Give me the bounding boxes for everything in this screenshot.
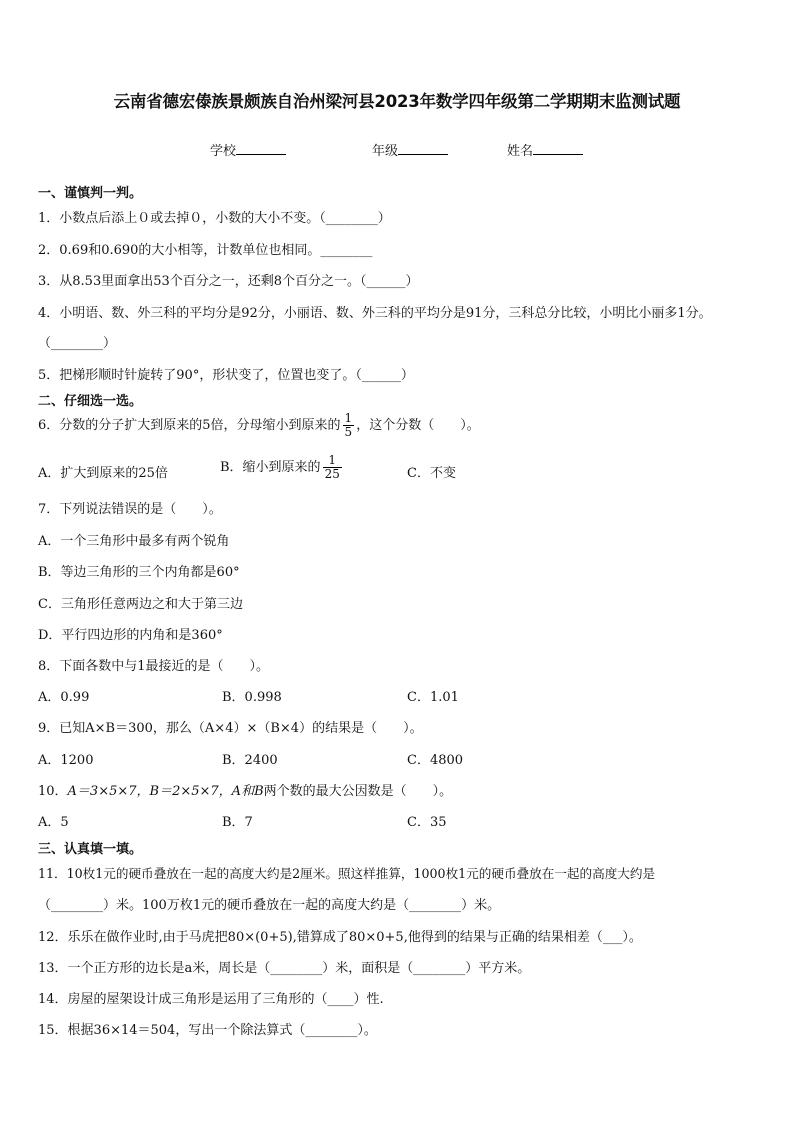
question-10-option-b[interactable]: B．7 xyxy=(222,815,253,830)
grade-label: 年级 xyxy=(372,144,399,159)
question-7-option-c[interactable]: C．三角形任意两边之和大于第三边 xyxy=(38,597,243,612)
section-3-heading: 三、认真填一填。 xyxy=(38,842,143,857)
question-10-option-a[interactable]: A．5 xyxy=(38,815,69,830)
question-15: 15．根据36×14＝504，写出一个除法算式（________）。 xyxy=(38,1023,377,1038)
exam-title: 云南省德宏傣族景颇族自治州梁河县2023年数学四年级第二学期期末监测试题 xyxy=(113,92,681,111)
school-field xyxy=(210,140,286,159)
name-label: 姓名 xyxy=(507,144,534,159)
question-1: 1．小数点后添上０或去掉０，小数的大小不变。（________） xyxy=(38,211,391,226)
name-blank[interactable] xyxy=(533,142,583,155)
question-8-option-a[interactable]: A．0.99 xyxy=(38,690,90,705)
section-1-heading: 一、谨慎判一判。 xyxy=(38,186,143,201)
question-8-option-b[interactable]: B．0.998 xyxy=(222,690,282,705)
question-7-option-a[interactable]: A．一个三角形中最多有两个锐角 xyxy=(38,534,230,549)
question-11: 11．10枚1元的硬币叠放在一起的高度大约是2厘米。照这样推算，1000枚1元的硬币叠放在一起的高度大约是 xyxy=(38,866,656,881)
question-13: 13．一个正方形的边长是a米，周长是（________）米，面积是（________）平方米。 xyxy=(38,961,531,976)
question-6 xyxy=(38,412,480,439)
fraction-numerator: 1 xyxy=(344,411,353,425)
option-b-text: B．缩小到原来的 xyxy=(220,460,321,476)
section-2-heading: 二、仔细选一选。 xyxy=(38,394,143,409)
school-label: 学校 xyxy=(210,144,237,159)
question-10-number: 10． xyxy=(38,784,68,799)
question-7: 7．下列说法错误的是（ ）。 xyxy=(38,502,222,517)
question-5: 5．把梯形顺时针旋转了90°，形状变了，位置也变了。（______） xyxy=(38,368,414,383)
question-10-option-c[interactable]: C．35 xyxy=(407,815,447,830)
question-7-option-b[interactable]: B．等边三角形的三个内角都是60° xyxy=(38,565,240,580)
question-12: 12．乐乐在做作业时,由于马虎把80×(0+5),错算成了80×0+5,他得到的结果与正确的结果相差（___）。 xyxy=(38,930,642,945)
question-10-expression: A＝3×5×7，B＝2×5×7，A和B xyxy=(67,784,264,799)
question-14: 14．房屋的屋架设计成三角形是运用了三角形的（____）性. xyxy=(38,992,384,1007)
question-2: 2．0.69和0.690的大小相等，计数单位也相同。________ xyxy=(38,243,373,258)
name-field xyxy=(507,140,583,159)
question-6-text: 6．分数的分子扩大到原来的5倍，分母缩小到原来的 xyxy=(38,418,341,434)
question-6-option-c[interactable]: C．不变 xyxy=(407,466,456,481)
question-6-tail: ，这个分数（ ）。 xyxy=(356,418,480,434)
question-9-option-b[interactable]: B．2400 xyxy=(222,753,278,768)
question-8-option-c[interactable]: C．1.01 xyxy=(407,690,459,705)
grade-field xyxy=(372,140,448,159)
school-blank[interactable] xyxy=(236,142,286,155)
fraction-numerator: 1 xyxy=(328,453,337,467)
fraction-one-twentyfifth xyxy=(323,454,342,481)
question-6-option-b[interactable] xyxy=(220,454,344,481)
fraction-one-fifth xyxy=(343,412,355,439)
grade-blank[interactable] xyxy=(398,142,448,155)
question-10 xyxy=(38,780,452,799)
question-4: 4．小明语、数、外三科的平均分是92分，小丽语、数、外三科的平均分是91分，三科总分比较，小明比小丽多1分。 xyxy=(38,306,712,321)
question-6-option-a[interactable]: A．扩大到原来的25倍 xyxy=(38,466,168,481)
fraction-denominator: 25 xyxy=(324,467,340,482)
question-11-cont: （________）米。100万枚1元的硬币叠放在一起的高度大约是（________）米。 xyxy=(38,898,501,913)
question-9-option-c[interactable]: C．4800 xyxy=(407,753,464,768)
fraction-denominator: 5 xyxy=(344,425,353,440)
question-7-option-d[interactable]: D．平行四边形的内角和是360° xyxy=(38,628,223,643)
question-3: 3．从8.53里面拿出53个百分之一，还剩8个百分之一。（______） xyxy=(38,274,419,289)
question-10-text: 两个数的最大公因数是（ ）。 xyxy=(263,784,453,799)
question-9: 9．已知A×B＝300，那么（A×4）×（B×4）的结果是（ ）。 xyxy=(38,721,423,736)
question-4-answer: （________） xyxy=(38,336,117,351)
question-9-option-a[interactable]: A．1200 xyxy=(38,753,94,768)
question-8: 8．下面各数中与1最接近的是（ ）。 xyxy=(38,659,270,674)
